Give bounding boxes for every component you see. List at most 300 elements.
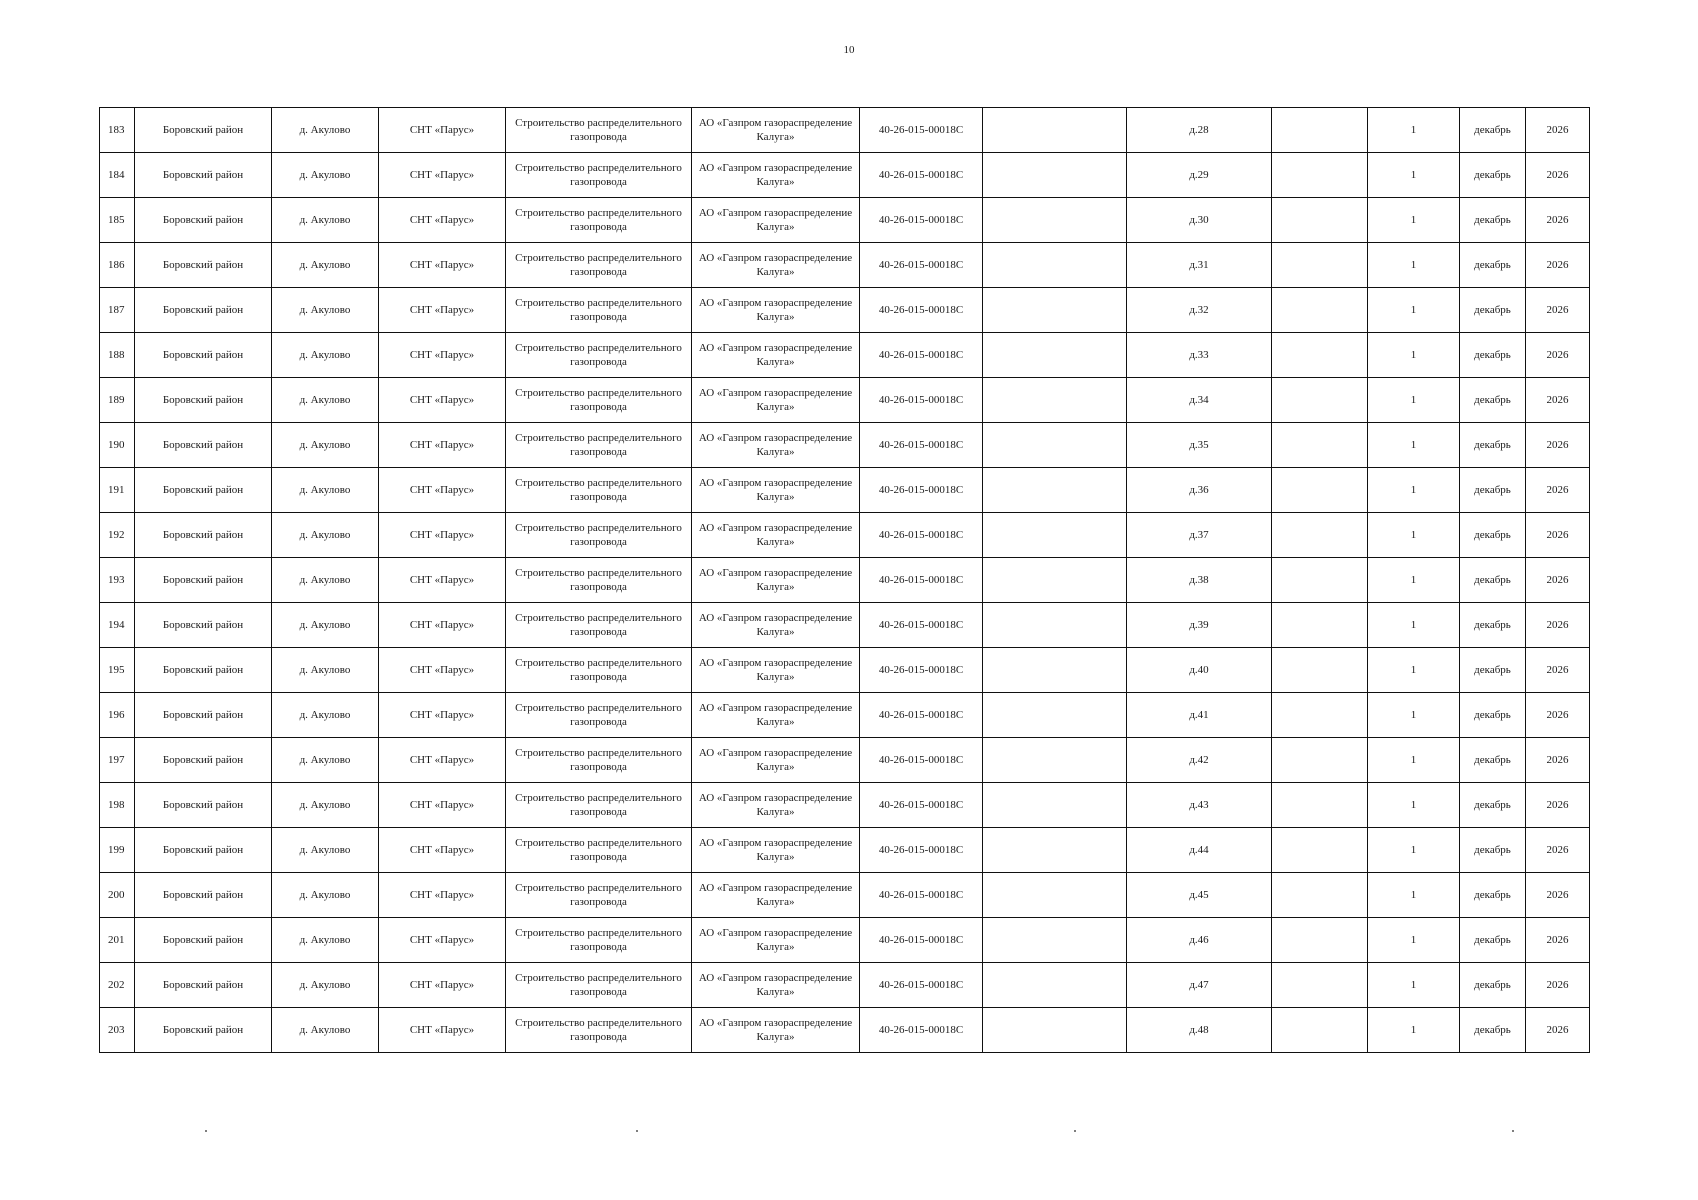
table-row — [100, 378, 1590, 423]
row-number-cell: 190 — [100, 423, 135, 468]
blank-cell — [1272, 648, 1368, 693]
year-cell: 2026 — [1526, 468, 1590, 513]
row-number-cell: 199 — [100, 828, 135, 873]
row-number-cell: 191 — [100, 468, 135, 513]
year-cell: 2026 — [1526, 243, 1590, 288]
month-cell: декабрь — [1460, 378, 1526, 423]
blank-cell — [1272, 918, 1368, 963]
settlement-cell: д. Акулово — [272, 603, 379, 648]
house-number-cell: д.43 — [1127, 783, 1272, 828]
row-number-cell: 193 — [100, 558, 135, 603]
row-number-cell: 200 — [100, 873, 135, 918]
blank-cell — [983, 513, 1127, 558]
settlement-cell: д. Акулово — [272, 243, 379, 288]
row-number-cell: 197 — [100, 738, 135, 783]
work-type-cell: Строительство распределительного газопровода — [506, 198, 692, 243]
house-number-cell: д.46 — [1127, 918, 1272, 963]
year-cell: 2026 — [1526, 963, 1590, 1008]
object-cell: СНТ «Парус» — [379, 558, 506, 603]
object-cell: СНТ «Парус» — [379, 333, 506, 378]
month-cell: декабрь — [1460, 288, 1526, 333]
organization-cell: АО «Газпром газораспределение Калуга» — [692, 378, 860, 423]
row-number-cell: 187 — [100, 288, 135, 333]
table-row — [100, 873, 1590, 918]
table-row — [100, 648, 1590, 693]
blank-cell — [1272, 738, 1368, 783]
organization-cell: АО «Газпром газораспределение Калуга» — [692, 1008, 860, 1053]
object-cell: СНТ «Парус» — [379, 963, 506, 1008]
month-cell: декабрь — [1460, 738, 1526, 783]
blank-cell — [1272, 783, 1368, 828]
month-cell: декабрь — [1460, 108, 1526, 153]
district-cell: Боровский район — [135, 1008, 272, 1053]
quantity-cell: 1 — [1368, 513, 1460, 558]
month-cell: декабрь — [1460, 513, 1526, 558]
month-cell: декабрь — [1460, 333, 1526, 378]
work-type-cell: Строительство распределительного газопровода — [506, 603, 692, 648]
table-row — [100, 1008, 1590, 1053]
month-cell: декабрь — [1460, 828, 1526, 873]
quantity-cell: 1 — [1368, 783, 1460, 828]
quantity-cell: 1 — [1368, 558, 1460, 603]
year-cell: 2026 — [1526, 693, 1590, 738]
row-number-cell: 186 — [100, 243, 135, 288]
district-cell: Боровский район — [135, 873, 272, 918]
year-cell: 2026 — [1526, 288, 1590, 333]
blank-cell — [1272, 828, 1368, 873]
blank-cell — [1272, 558, 1368, 603]
scan-dot — [205, 1130, 207, 1132]
month-cell: декабрь — [1460, 873, 1526, 918]
quantity-cell: 1 — [1368, 288, 1460, 333]
table-row — [100, 693, 1590, 738]
blank-cell — [983, 108, 1127, 153]
object-cell: СНТ «Парус» — [379, 693, 506, 738]
district-cell: Боровский район — [135, 333, 272, 378]
blank-cell — [983, 423, 1127, 468]
settlement-cell: д. Акулово — [272, 468, 379, 513]
organization-cell: АО «Газпром газораспределение Калуга» — [692, 108, 860, 153]
row-number-cell: 196 — [100, 693, 135, 738]
work-type-cell: Строительство распределительного газопровода — [506, 558, 692, 603]
blank-cell — [1272, 333, 1368, 378]
work-type-cell: Строительство распределительного газопровода — [506, 828, 692, 873]
blank-cell — [983, 468, 1127, 513]
district-cell: Боровский район — [135, 468, 272, 513]
work-type-cell: Строительство распределительного газопровода — [506, 468, 692, 513]
registry-code-cell: 40-26-015-00018С — [860, 108, 983, 153]
year-cell: 2026 — [1526, 603, 1590, 648]
quantity-cell: 1 — [1368, 1008, 1460, 1053]
blank-cell — [983, 288, 1127, 333]
table-row — [100, 423, 1590, 468]
year-cell: 2026 — [1526, 423, 1590, 468]
month-cell: декабрь — [1460, 1008, 1526, 1053]
house-number-cell: д.44 — [1127, 828, 1272, 873]
object-cell: СНТ «Парус» — [379, 603, 506, 648]
blank-cell — [1272, 693, 1368, 738]
house-number-cell: д.30 — [1127, 198, 1272, 243]
blank-cell — [983, 603, 1127, 648]
year-cell: 2026 — [1526, 513, 1590, 558]
settlement-cell: д. Акулово — [272, 963, 379, 1008]
settlement-cell: д. Акулово — [272, 1008, 379, 1053]
blank-cell — [1272, 243, 1368, 288]
gas-pipeline-table — [99, 107, 1590, 1053]
work-type-cell: Строительство распределительного газопровода — [506, 918, 692, 963]
registry-code-cell: 40-26-015-00018С — [860, 198, 983, 243]
table-row — [100, 153, 1590, 198]
settlement-cell: д. Акулово — [272, 738, 379, 783]
month-cell: декабрь — [1460, 603, 1526, 648]
quantity-cell: 1 — [1368, 873, 1460, 918]
year-cell: 2026 — [1526, 918, 1590, 963]
registry-code-cell: 40-26-015-00018С — [860, 288, 983, 333]
registry-code-cell: 40-26-015-00018С — [860, 963, 983, 1008]
month-cell: декабрь — [1460, 243, 1526, 288]
table-row — [100, 603, 1590, 648]
year-cell: 2026 — [1526, 738, 1590, 783]
month-cell: декабрь — [1460, 963, 1526, 1008]
table-row — [100, 243, 1590, 288]
district-cell: Боровский район — [135, 423, 272, 468]
object-cell: СНТ «Парус» — [379, 108, 506, 153]
row-number-cell: 185 — [100, 198, 135, 243]
year-cell: 2026 — [1526, 378, 1590, 423]
month-cell: декабрь — [1460, 783, 1526, 828]
organization-cell: АО «Газпром газораспределение Калуга» — [692, 693, 860, 738]
registry-code-cell: 40-26-015-00018С — [860, 918, 983, 963]
work-type-cell: Строительство распределительного газопровода — [506, 738, 692, 783]
district-cell: Боровский район — [135, 828, 272, 873]
object-cell: СНТ «Парус» — [379, 783, 506, 828]
district-cell: Боровский район — [135, 198, 272, 243]
blank-cell — [983, 333, 1127, 378]
work-type-cell: Строительство распределительного газопровода — [506, 153, 692, 198]
scan-dot — [1074, 1130, 1076, 1132]
organization-cell: АО «Газпром газораспределение Калуга» — [692, 558, 860, 603]
row-number-cell: 189 — [100, 378, 135, 423]
blank-cell — [983, 828, 1127, 873]
year-cell: 2026 — [1526, 198, 1590, 243]
district-cell: Боровский район — [135, 153, 272, 198]
scan-dot — [636, 1130, 638, 1132]
house-number-cell: д.40 — [1127, 648, 1272, 693]
organization-cell: АО «Газпром газораспределение Калуга» — [692, 153, 860, 198]
quantity-cell: 1 — [1368, 108, 1460, 153]
blank-cell — [1272, 963, 1368, 1008]
work-type-cell: Строительство распределительного газопровода — [506, 513, 692, 558]
blank-cell — [1272, 108, 1368, 153]
registry-code-cell: 40-26-015-00018С — [860, 243, 983, 288]
object-cell: СНТ «Парус» — [379, 738, 506, 783]
registry-code-cell: 40-26-015-00018С — [860, 1008, 983, 1053]
year-cell: 2026 — [1526, 873, 1590, 918]
row-number-cell: 183 — [100, 108, 135, 153]
year-cell: 2026 — [1526, 828, 1590, 873]
district-cell: Боровский район — [135, 603, 272, 648]
district-cell: Боровский район — [135, 108, 272, 153]
table-row — [100, 783, 1590, 828]
month-cell: декабрь — [1460, 468, 1526, 513]
district-cell: Боровский район — [135, 783, 272, 828]
registry-code-cell: 40-26-015-00018С — [860, 378, 983, 423]
organization-cell: АО «Газпром газораспределение Калуга» — [692, 468, 860, 513]
district-cell: Боровский район — [135, 243, 272, 288]
month-cell: декабрь — [1460, 693, 1526, 738]
blank-cell — [1272, 198, 1368, 243]
table-row — [100, 558, 1590, 603]
organization-cell: АО «Газпром газораспределение Калуга» — [692, 738, 860, 783]
blank-cell — [983, 153, 1127, 198]
blank-cell — [1272, 603, 1368, 648]
blank-cell — [983, 873, 1127, 918]
year-cell: 2026 — [1526, 108, 1590, 153]
object-cell: СНТ «Парус» — [379, 243, 506, 288]
quantity-cell: 1 — [1368, 468, 1460, 513]
quantity-cell: 1 — [1368, 963, 1460, 1008]
house-number-cell: д.28 — [1127, 108, 1272, 153]
object-cell: СНТ «Парус» — [379, 918, 506, 963]
organization-cell: АО «Газпром газораспределение Калуга» — [692, 198, 860, 243]
district-cell: Боровский район — [135, 648, 272, 693]
blank-cell — [1272, 153, 1368, 198]
blank-cell — [1272, 873, 1368, 918]
settlement-cell: д. Акулово — [272, 378, 379, 423]
work-type-cell: Строительство распределительного газопровода — [506, 693, 692, 738]
object-cell: СНТ «Парус» — [379, 873, 506, 918]
object-cell: СНТ «Парус» — [379, 513, 506, 558]
table-row — [100, 513, 1590, 558]
year-cell: 2026 — [1526, 783, 1590, 828]
table-row — [100, 288, 1590, 333]
row-number-cell: 198 — [100, 783, 135, 828]
row-number-cell: 201 — [100, 918, 135, 963]
blank-cell — [1272, 288, 1368, 333]
registry-code-cell: 40-26-015-00018С — [860, 648, 983, 693]
house-number-cell: д.48 — [1127, 1008, 1272, 1053]
work-type-cell: Строительство распределительного газопровода — [506, 963, 692, 1008]
year-cell: 2026 — [1526, 1008, 1590, 1053]
work-type-cell: Строительство распределительного газопровода — [506, 1008, 692, 1053]
blank-cell — [983, 918, 1127, 963]
blank-cell — [1272, 513, 1368, 558]
work-type-cell: Строительство распределительного газопровода — [506, 783, 692, 828]
year-cell: 2026 — [1526, 648, 1590, 693]
blank-cell — [983, 243, 1127, 288]
settlement-cell: д. Акулово — [272, 513, 379, 558]
blank-cell — [983, 963, 1127, 1008]
quantity-cell: 1 — [1368, 738, 1460, 783]
month-cell: декабрь — [1460, 153, 1526, 198]
settlement-cell: д. Акулово — [272, 693, 379, 738]
table-row — [100, 108, 1590, 153]
table-row — [100, 918, 1590, 963]
district-cell: Боровский район — [135, 738, 272, 783]
organization-cell: АО «Газпром газораспределение Калуга» — [692, 963, 860, 1008]
registry-code-cell: 40-26-015-00018С — [860, 333, 983, 378]
house-number-cell: д.36 — [1127, 468, 1272, 513]
settlement-cell: д. Акулово — [272, 828, 379, 873]
settlement-cell: д. Акулово — [272, 333, 379, 378]
object-cell: СНТ «Парус» — [379, 1008, 506, 1053]
month-cell: декабрь — [1460, 558, 1526, 603]
registry-code-cell: 40-26-015-00018С — [860, 873, 983, 918]
row-number-cell: 203 — [100, 1008, 135, 1053]
house-number-cell: д.42 — [1127, 738, 1272, 783]
organization-cell: АО «Газпром газораспределение Калуга» — [692, 243, 860, 288]
house-number-cell: д.47 — [1127, 963, 1272, 1008]
district-cell: Боровский район — [135, 288, 272, 333]
table-row — [100, 963, 1590, 1008]
district-cell: Боровский район — [135, 558, 272, 603]
house-number-cell: д.38 — [1127, 558, 1272, 603]
district-cell: Боровский район — [135, 963, 272, 1008]
blank-cell — [1272, 423, 1368, 468]
house-number-cell: д.29 — [1127, 153, 1272, 198]
table-row — [100, 198, 1590, 243]
house-number-cell: д.33 — [1127, 333, 1272, 378]
object-cell: СНТ «Парус» — [379, 288, 506, 333]
quantity-cell: 1 — [1368, 333, 1460, 378]
blank-cell — [983, 783, 1127, 828]
object-cell: СНТ «Парус» — [379, 423, 506, 468]
settlement-cell: д. Акулово — [272, 153, 379, 198]
settlement-cell: д. Акулово — [272, 918, 379, 963]
month-cell: декабрь — [1460, 648, 1526, 693]
quantity-cell: 1 — [1368, 918, 1460, 963]
house-number-cell: д.31 — [1127, 243, 1272, 288]
month-cell: декабрь — [1460, 423, 1526, 468]
year-cell: 2026 — [1526, 333, 1590, 378]
quantity-cell: 1 — [1368, 423, 1460, 468]
blank-cell — [983, 378, 1127, 423]
house-number-cell: д.35 — [1127, 423, 1272, 468]
row-number-cell: 202 — [100, 963, 135, 1008]
district-cell: Боровский район — [135, 378, 272, 423]
object-cell: СНТ «Парус» — [379, 648, 506, 693]
table-row — [100, 333, 1590, 378]
quantity-cell: 1 — [1368, 378, 1460, 423]
work-type-cell: Строительство распределительного газопровода — [506, 333, 692, 378]
organization-cell: АО «Газпром газораспределение Калуга» — [692, 288, 860, 333]
registry-code-cell: 40-26-015-00018С — [860, 693, 983, 738]
house-number-cell: д.39 — [1127, 603, 1272, 648]
table-row — [100, 468, 1590, 513]
settlement-cell: д. Акулово — [272, 288, 379, 333]
registry-code-cell: 40-26-015-00018С — [860, 153, 983, 198]
registry-code-cell: 40-26-015-00018С — [860, 828, 983, 873]
settlement-cell: д. Акулово — [272, 108, 379, 153]
table-row — [100, 738, 1590, 783]
registry-code-cell: 40-26-015-00018С — [860, 738, 983, 783]
organization-cell: АО «Газпром газораспределение Калуга» — [692, 648, 860, 693]
row-number-cell: 192 — [100, 513, 135, 558]
object-cell: СНТ «Парус» — [379, 198, 506, 243]
settlement-cell: д. Акулово — [272, 423, 379, 468]
blank-cell — [983, 198, 1127, 243]
work-type-cell: Строительство распределительного газопровода — [506, 423, 692, 468]
month-cell: декабрь — [1460, 918, 1526, 963]
settlement-cell: д. Акулово — [272, 558, 379, 603]
work-type-cell: Строительство распределительного газопровода — [506, 378, 692, 423]
page-number: 10 — [843, 44, 855, 56]
blank-cell — [983, 1008, 1127, 1053]
house-number-cell: д.37 — [1127, 513, 1272, 558]
object-cell: СНТ «Парус» — [379, 153, 506, 198]
work-type-cell: Строительство распределительного газопровода — [506, 243, 692, 288]
quantity-cell: 1 — [1368, 828, 1460, 873]
house-number-cell: д.32 — [1127, 288, 1272, 333]
district-cell: Боровский район — [135, 513, 272, 558]
quantity-cell: 1 — [1368, 153, 1460, 198]
organization-cell: АО «Газпром газораспределение Калуга» — [692, 918, 860, 963]
quantity-cell: 1 — [1368, 648, 1460, 693]
blank-cell — [1272, 468, 1368, 513]
work-type-cell: Строительство распределительного газопровода — [506, 648, 692, 693]
row-number-cell: 188 — [100, 333, 135, 378]
year-cell: 2026 — [1526, 153, 1590, 198]
district-cell: Боровский район — [135, 918, 272, 963]
organization-cell: АО «Газпром газораспределение Калуга» — [692, 603, 860, 648]
registry-code-cell: 40-26-015-00018С — [860, 513, 983, 558]
quantity-cell: 1 — [1368, 693, 1460, 738]
house-number-cell: д.34 — [1127, 378, 1272, 423]
settlement-cell: д. Акулово — [272, 873, 379, 918]
blank-cell — [983, 693, 1127, 738]
row-number-cell: 195 — [100, 648, 135, 693]
settlement-cell: д. Акулово — [272, 648, 379, 693]
organization-cell: АО «Газпром газораспределение Калуга» — [692, 828, 860, 873]
work-type-cell: Строительство распределительного газопровода — [506, 873, 692, 918]
organization-cell: АО «Газпром газораспределение Калуга» — [692, 513, 860, 558]
house-number-cell: д.41 — [1127, 693, 1272, 738]
scan-dot — [1512, 1130, 1514, 1132]
blank-cell — [983, 558, 1127, 603]
registry-code-cell: 40-26-015-00018С — [860, 423, 983, 468]
blank-cell — [1272, 1008, 1368, 1053]
quantity-cell: 1 — [1368, 603, 1460, 648]
registry-code-cell: 40-26-015-00018С — [860, 558, 983, 603]
blank-cell — [983, 648, 1127, 693]
organization-cell: АО «Газпром газораспределение Калуга» — [692, 333, 860, 378]
object-cell: СНТ «Парус» — [379, 828, 506, 873]
registry-code-cell: 40-26-015-00018С — [860, 783, 983, 828]
month-cell: декабрь — [1460, 198, 1526, 243]
table-row — [100, 828, 1590, 873]
registry-code-cell: 40-26-015-00018С — [860, 603, 983, 648]
settlement-cell: д. Акулово — [272, 783, 379, 828]
quantity-cell: 1 — [1368, 243, 1460, 288]
organization-cell: АО «Газпром газораспределение Калуга» — [692, 873, 860, 918]
house-number-cell: д.45 — [1127, 873, 1272, 918]
object-cell: СНТ «Парус» — [379, 378, 506, 423]
work-type-cell: Строительство распределительного газопровода — [506, 108, 692, 153]
organization-cell: АО «Газпром газораспределение Калуга» — [692, 423, 860, 468]
work-type-cell: Строительство распределительного газопровода — [506, 288, 692, 333]
district-cell: Боровский район — [135, 693, 272, 738]
blank-cell — [983, 738, 1127, 783]
row-number-cell: 194 — [100, 603, 135, 648]
blank-cell — [1272, 378, 1368, 423]
registry-code-cell: 40-26-015-00018С — [860, 468, 983, 513]
quantity-cell: 1 — [1368, 198, 1460, 243]
row-number-cell: 184 — [100, 153, 135, 198]
organization-cell: АО «Газпром газораспределение Калуга» — [692, 783, 860, 828]
gas-pipeline-table-container — [99, 107, 1590, 1053]
year-cell: 2026 — [1526, 558, 1590, 603]
settlement-cell: д. Акулово — [272, 198, 379, 243]
